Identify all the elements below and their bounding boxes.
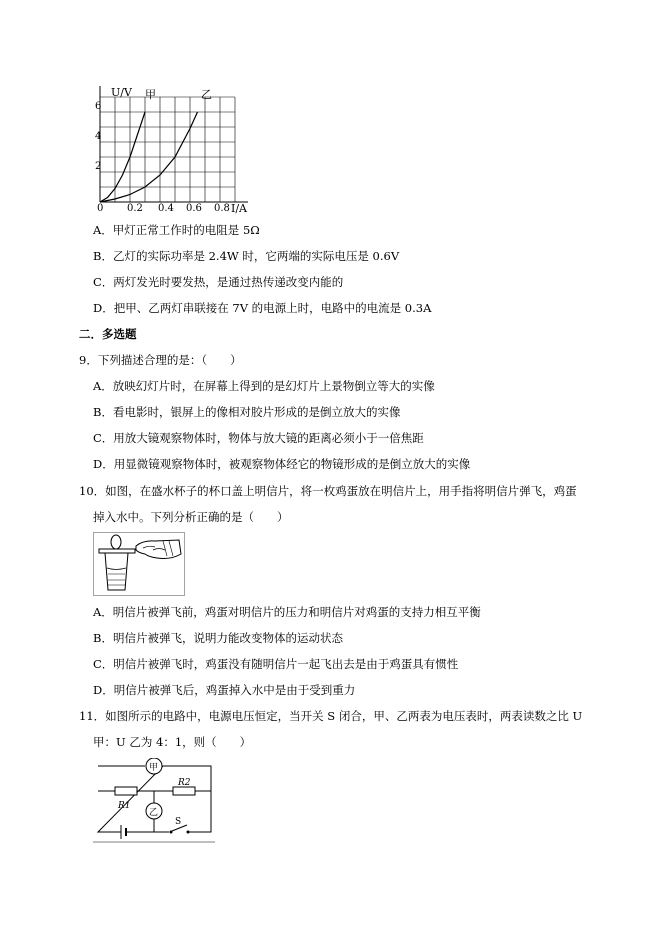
y-tick-6: 6 xyxy=(95,101,102,112)
x-tick-0.2: 0.2 xyxy=(127,203,143,214)
resistor-r1-label: R1 xyxy=(118,801,131,811)
q10-stem-line2: 掉入水中。下列分析正确的是（ ） xyxy=(93,510,289,524)
q9-stem: 9．下列描述合理的是：（ ） xyxy=(79,353,242,367)
q10-option-b: B．明信片被弹飞，说明力能改变物体的运动状态 xyxy=(93,631,343,645)
x-tick-0: 0 xyxy=(97,203,104,214)
q8-option-d: D．把甲、乙两灯串联接在 7V 的电源上时，电路中的电流是 0.3A xyxy=(93,301,432,315)
x-tick-0.8: 0.8 xyxy=(214,203,230,214)
q9-option-a: A．放映幻灯片时，在屏幕上得到的是幻灯片上景物倒立等大的实像 xyxy=(93,379,435,393)
q10-option-a: A．明信片被弹飞前，鸡蛋对明信片的压力和明信片对鸡蛋的支持力相互平衡 xyxy=(93,605,481,619)
q9-option-d: D．用显微镜观察物体时，被观察物体经它的物镜形成的是倒立放大的实像 xyxy=(93,457,471,471)
series-label-jia: 甲 xyxy=(145,88,156,101)
x-axis-label: I/A xyxy=(231,202,247,215)
resistor-r2 xyxy=(173,787,195,795)
hand xyxy=(136,540,181,559)
q8-option-c: C．两灯发光时要发热，是通过热传递改变内能的 xyxy=(93,275,344,289)
q9-option-c: C．用放大镜观察物体时，物体与放大镜的距离必须小于一倍焦距 xyxy=(93,431,424,445)
y-tick-2: 2 xyxy=(95,161,102,172)
switch-label: S xyxy=(175,817,182,827)
q10-option-c: C．明信片被弹飞时，鸡蛋没有随明信片一起飞出去是由于鸡蛋具有惯性 xyxy=(93,657,459,671)
glass xyxy=(105,553,128,590)
circuit-diagram xyxy=(93,758,215,844)
y-tick-4: 4 xyxy=(95,131,102,142)
q8-option-b: B．乙灯的实际功率是 2.4W 时，它两端的实际电压是 0.6V xyxy=(93,249,400,263)
resistor-r2-label: R2 xyxy=(178,778,191,788)
x-tick-0.4: 0.4 xyxy=(158,203,174,214)
q9-option-b: B．看电影时，银屏上的像相对胶片形成的是倒立放大的实像 xyxy=(93,405,401,419)
q11-stem-line1: 11．如图所示的电路中，电源电压恒定，当开关 S 闭合，甲、乙两表为电压表时，两表读数之比 U xyxy=(79,709,583,723)
resistor-r1 xyxy=(115,787,137,795)
q8-option-a: A．甲灯正常工作时的电阻是 5Ω xyxy=(93,223,260,237)
y-axis-label: U/V xyxy=(111,86,132,99)
q11-stem-line2: 甲：U 乙为 4：1，则（ ） xyxy=(93,735,252,749)
series-label-yi: 乙 xyxy=(201,88,212,101)
ui-graph xyxy=(85,82,255,217)
voltmeter-jia-label: 甲 xyxy=(149,763,159,773)
voltmeter-yi-label: 乙 xyxy=(149,808,159,818)
q10-stem-line1: 10．如图，在盛水杯子的杯口盖上明信片，将一枚鸡蛋放在明信片上，用手指将明信片弹飞，鸡蛋 xyxy=(79,484,577,498)
graph-grid xyxy=(100,97,235,202)
section-title: 二．多选题 xyxy=(79,327,137,341)
egg xyxy=(111,535,121,549)
egg-card-illustration xyxy=(93,532,185,596)
q10-option-d: D．明信片被弹飞后，鸡蛋掉入水中是由于受到重力 xyxy=(93,683,356,697)
postcard xyxy=(99,549,135,553)
x-tick-0.6: 0.6 xyxy=(186,203,202,214)
